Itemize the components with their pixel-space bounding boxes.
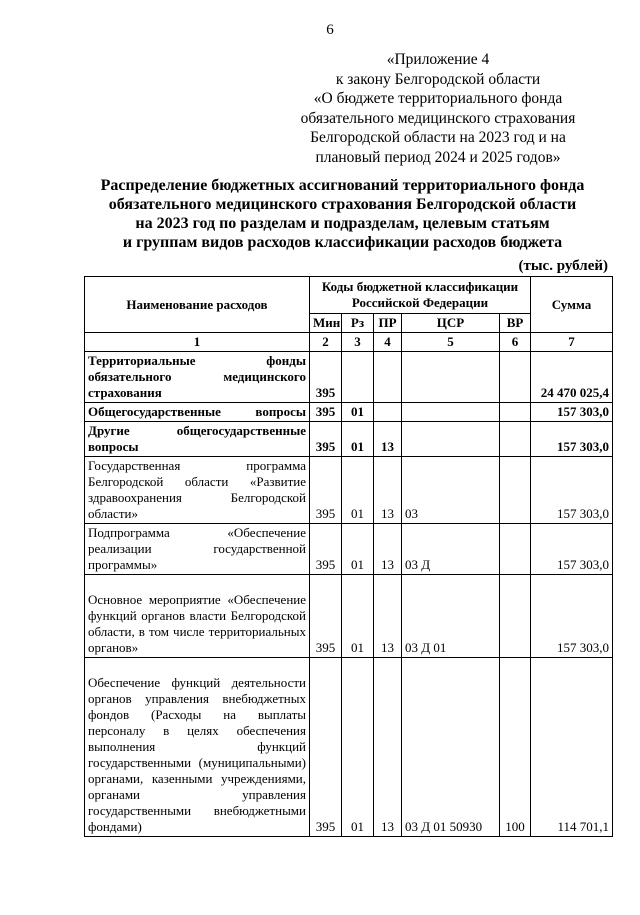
header-name: Наименование расходов [85, 277, 310, 333]
row-csr: 03 Д 01 50930 [402, 658, 500, 837]
column-number: 7 [531, 333, 613, 352]
row-min: 395 [310, 422, 342, 457]
column-number: 1 [85, 333, 310, 352]
row-name: Подпрограмма «Обеспечение реализации государственной программы» [85, 524, 310, 575]
header-vr: ВР [500, 314, 531, 333]
row-sum: 24 470 025,4 [531, 352, 613, 403]
row-name: Государственная программа Белгородской области «Развитие здравоохранения Белгородской области» [85, 457, 310, 524]
row-vr [500, 352, 531, 403]
row-name: Территориальные фонды обязательного медицинского страхования [85, 352, 310, 403]
row-vr [500, 524, 531, 575]
row-pr: 13 [374, 422, 402, 457]
appendix-line: Белгородской области на 2023 год и на [310, 129, 566, 146]
document-title [60, 176, 625, 252]
header-rz: Рз [342, 314, 374, 333]
column-number: 2 [310, 333, 342, 352]
row-pr [374, 403, 402, 422]
column-number: 3 [342, 333, 374, 352]
header-sum: Сумма [531, 277, 613, 333]
page-number: 6 [326, 22, 334, 38]
row-pr [374, 352, 402, 403]
table-row [85, 457, 613, 524]
row-rz: 01 [342, 457, 374, 524]
title-line: на 2023 год по разделам и подразделам, целевым статьям [135, 215, 550, 232]
row-min: 395 [310, 403, 342, 422]
row-pr: 13 [374, 524, 402, 575]
row-rz [342, 352, 374, 403]
row-name: Основное мероприятие «Обеспечение функций органов власти Белгородской области, в том числе территориальных органов» [85, 575, 310, 658]
row-csr [402, 403, 500, 422]
row-sum: 157 303,0 [531, 403, 613, 422]
header-codes-group: Коды бюджетной классификации Российской Федерации [310, 277, 531, 314]
title-line: Распределение бюджетных ассигнований территориального фонда [100, 177, 585, 194]
row-sum: 157 303,0 [531, 422, 613, 457]
appendix-line: «О бюджете территориального фонда [313, 90, 563, 107]
row-min: 395 [310, 524, 342, 575]
row-csr: 03 Д [402, 524, 500, 575]
row-rz: 01 [342, 403, 374, 422]
row-min: 395 [310, 457, 342, 524]
row-csr: 03 [402, 457, 500, 524]
appendix-line: к закону Белгородской области [335, 70, 541, 88]
table-row [85, 524, 613, 575]
row-rz: 01 [342, 575, 374, 658]
row-rz: 01 [342, 524, 374, 575]
header-csr: ЦСР [402, 314, 500, 333]
row-sum: 157 303,0 [531, 457, 613, 524]
row-csr [402, 422, 500, 457]
row-sum: 114 701,1 [531, 658, 613, 837]
row-vr [500, 457, 531, 524]
row-vr: 100 [500, 658, 531, 837]
row-rz: 01 [342, 422, 374, 457]
table-row [85, 658, 613, 837]
column-number-row [85, 333, 613, 352]
budget-table [84, 276, 613, 837]
appendix-line: обязательного медицинского страхования [300, 109, 576, 127]
table-row [85, 575, 613, 658]
row-pr: 13 [374, 658, 402, 837]
title-line: обязательного медицинского страхования Белгородской области [108, 196, 577, 213]
table-row [85, 422, 613, 457]
row-vr [500, 575, 531, 658]
row-min: 395 [310, 658, 342, 837]
row-csr [402, 352, 500, 403]
row-name: Другие общегосударственные вопросы [85, 422, 310, 457]
row-vr [500, 422, 531, 457]
row-pr: 13 [374, 575, 402, 658]
row-min: 395 [310, 575, 342, 658]
header-pr: ПР [374, 314, 402, 333]
column-number: 4 [374, 333, 402, 352]
appendix-caption [288, 50, 588, 167]
table-row [85, 352, 613, 403]
row-min: 395 [310, 352, 342, 403]
units-label: (тыс. рублей) [518, 258, 608, 274]
row-sum: 157 303,0 [531, 575, 613, 658]
appendix-line: плановый период 2024 и 2025 годов» [315, 148, 561, 166]
row-name: Обеспечение функций деятельности органов управления внебюджетных фондов (Расходы на выплаты персоналу в целях обеспечения выполнения функций государственными (муниципальными) органами, казенными учреждениями, органами управления государственными внебюджетными фондами) [85, 658, 310, 837]
header-min: Мин [310, 314, 342, 333]
title-line: и группам видов расходов классификации расходов бюджета [122, 234, 563, 251]
row-name: Общегосударственные вопросы [85, 403, 310, 422]
row-csr: 03 Д 01 [402, 575, 500, 658]
row-rz: 01 [342, 658, 374, 837]
row-sum: 157 303,0 [531, 524, 613, 575]
table-row [85, 403, 613, 422]
row-pr: 13 [374, 457, 402, 524]
column-number: 5 [402, 333, 500, 352]
appendix-line: «Приложение 4 [386, 51, 490, 68]
row-vr [500, 403, 531, 422]
column-number: 6 [500, 333, 531, 352]
